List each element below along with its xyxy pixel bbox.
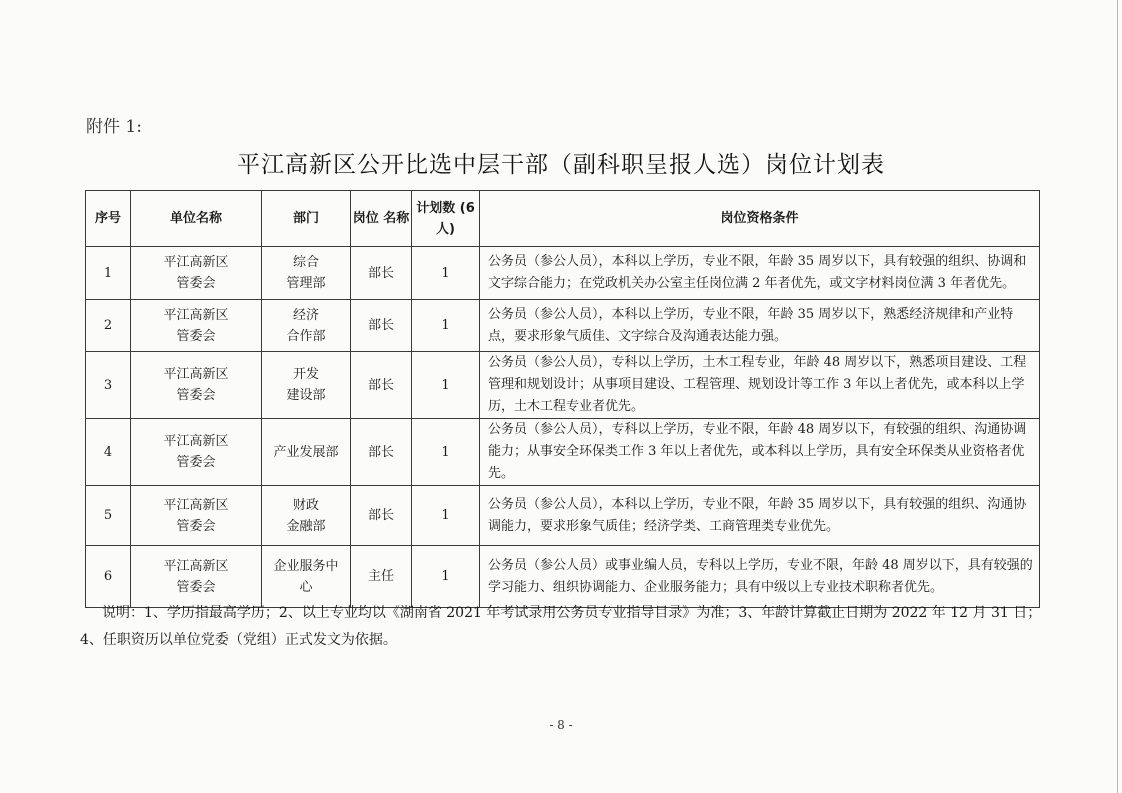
cell-requirements: 公务员（参公人员）或事业编人员，专科以上学历，专业不限，年龄 48 周岁以下，具有较强的学习能力、组织协调能力、企业服务能力；具有中级以上专业技术职称者优先。 [480,546,1040,608]
document-title: 平江高新区公开比选中层干部（副科职呈报人选）岗位计划表 [237,152,885,178]
cell-dept: 开发 建设部 [262,352,351,419]
cell-post: 部长 [351,352,412,419]
table-row [86,486,1040,546]
header-dept: 部门 [262,191,351,247]
cell-unit: 平江高新区 管委会 [131,486,262,546]
page-number: - 8 - [549,718,573,732]
cell-plan: 1 [412,546,480,608]
header-requirements: 岗位资格条件 [480,191,1040,247]
cell-requirements: 公务员（参公人员），专科以上学历，土木工程专业，年龄 48 周岁以下，熟悉项目建设、工程管理和规划设计；从事项目建设、工程管理、规划设计等工作 3 年以上者优先，或本科以上学历，土木工程专业者优先。 [480,352,1040,419]
table-row [86,419,1040,486]
notes-line-2: 4、任职资历以单位党委（党组）正式发文为依据。 [80,632,397,648]
cell-no: 2 [86,300,131,352]
cell-plan: 1 [412,247,480,300]
cell-no: 3 [86,352,131,419]
header-plan: 计划数 (6 人) [412,191,480,247]
header-post: 岗位 名称 [351,191,412,247]
cell-post: 主任 [351,546,412,608]
cell-plan: 1 [412,352,480,419]
cell-dept: 经济 合作部 [262,300,351,352]
notes-line-1: 说明：1、学历指最高学历；2、以上专业均以《湖南省 2021 年考试录用公务员专业指导目录》为准；3、年龄计算截止日期为 2022 年 12 月 31 日； [102,605,1042,621]
cell-no: 4 [86,419,131,486]
cell-post: 部长 [351,247,412,300]
table-row [86,546,1040,608]
cell-post: 部长 [351,486,412,546]
cell-no: 6 [86,546,131,608]
cell-requirements: 公务员（参公人员），本科以上学历，专业不限，年龄 35 周岁以下，熟悉经济规律和产业特点，要求形象气质佳、文字综合及沟通表达能力强。 [480,300,1040,352]
cell-plan: 1 [412,300,480,352]
header-unit: 单位名称 [131,191,262,247]
notes-section [80,600,1050,654]
cell-no: 5 [86,486,131,546]
table-header-row [86,191,1040,247]
attachment-label: 附件 1: [86,117,142,137]
cell-post: 部长 [351,419,412,486]
position-plan-table [85,190,1040,608]
cell-unit: 平江高新区 管委会 [131,352,262,419]
table-row [86,352,1040,419]
header-no: 序号 [86,191,131,247]
table-row [86,300,1040,352]
cell-unit: 平江高新区 管委会 [131,419,262,486]
page-edge-line [1117,0,1118,793]
cell-plan: 1 [412,486,480,546]
cell-requirements: 公务员（参公人员），本科以上学历，专业不限，年龄 35 周岁以下，具有较强的组织、沟通协调能力，要求形象气质佳；经济学类、工商管理类专业优先。 [480,486,1040,546]
cell-dept: 产业发展部 [262,419,351,486]
cell-unit: 平江高新区 管委会 [131,300,262,352]
cell-dept: 财政 金融部 [262,486,351,546]
cell-requirements: 公务员（参公人员），专科以上学历，专业不限，年龄 48 周岁以下，有较强的组织、沟通协调能力；从事安全环保类工作 3 年以上者优先，或本科以上学历，具有安全环保类从业资格者优先。 [480,419,1040,486]
cell-plan: 1 [412,419,480,486]
cell-unit: 平江高新区 管委会 [131,247,262,300]
cell-post: 部长 [351,300,412,352]
cell-no: 1 [86,247,131,300]
cell-unit: 平江高新区 管委会 [131,546,262,608]
table-row [86,247,1040,300]
cell-requirements: 公务员（参公人员），本科以上学历，专业不限，年龄 35 周岁以下，具有较强的组织、协调和文字综合能力；在党政机关办公室主任岗位满 2 年者优先，或文字材料岗位满 3 年者优先。 [480,247,1040,300]
cell-dept: 综合 管理部 [262,247,351,300]
cell-dept: 企业服务中 心 [262,546,351,608]
